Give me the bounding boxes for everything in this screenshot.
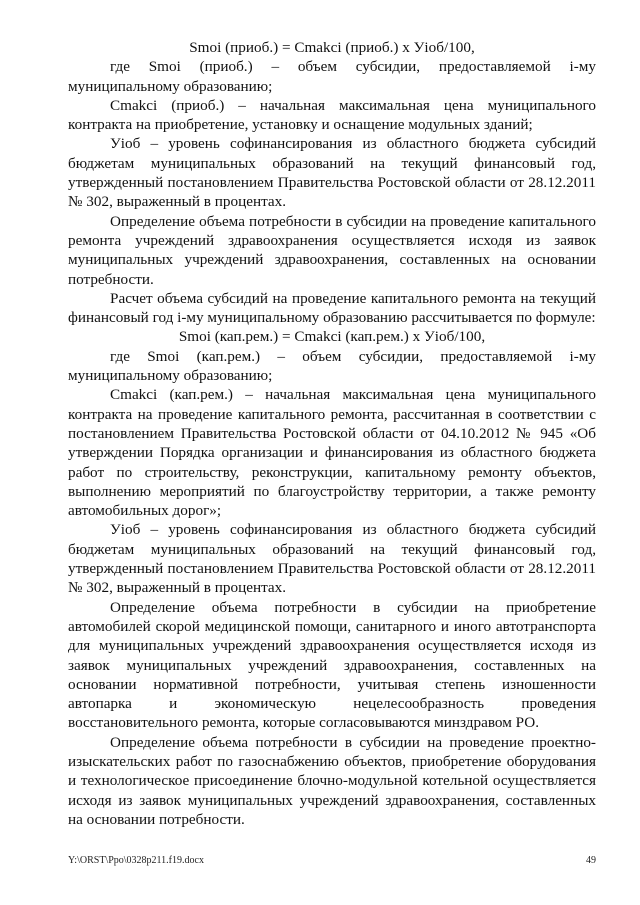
formula-purchase: Smoi (приоб.) = Cmakci (приоб.) х Уioб/100, [189, 39, 475, 56]
paragraph: Уioб – уровень софинансирования из областного бюджета субсидий бюджетам муниципальных образований на текущий финансовый год, утвержденный постановлением Правительства Ростовской области от 28.12.2011 № 302, выраженный в процентах. [68, 135, 596, 211]
paragraph: где Smoi (кап.рем.) – объем субсидии, предоставляемой i-му муниципальному образованию; [68, 347, 596, 385]
page-number: 49 [586, 855, 596, 866]
paragraph: Определение объема потребности в субсидии на проведение проектно-изыскательских работ по газоснабжению объектов, приобретение оборудования и технологическое присоединение блочно-модульной котельной осуществляется исходя из заявок муниципальных учреждений здравоохранения, составленных на основании потребности. [68, 733, 596, 828]
formula-repair: Smoi (кап.рем.) = Cmakci (кап.рем.) х Уioб/100, [178, 328, 486, 346]
paragraph: Определение объема потребности в субсидии на приобретение автомобилей скорой медицинской помощи, санитарного и иного автотранспорта для муниципальных учреждений здравоохранения осуществляется исходя из заявок муниципальных учреждений здравоохранения, составленных на основании нормативной потребности, учитывая степень изношенности автопарка и экономическую нецелесообразность проведения восстановительного ремонта, которые согласовываются минздравом РО. [68, 598, 596, 732]
paragraph: Уioб – уровень софинансирования из областного бюджета субсидий бюджетам муниципальных образований на текущий финансовый год, утвержденный постановлением Правительства Ростовской области от 28.12.2011 № 302, выраженный в процентах. [68, 521, 596, 597]
document-body [68, 38, 596, 829]
paragraph: Расчет объема субсидий на проведение капитального ремонта на текущий финансовый год i-му муниципальному образованию рассчитывается по формуле: [68, 289, 596, 327]
paragraph: Определение объема потребности в субсидии на проведение капитального ремонта учреждений здравоохранения осуществляется исходя из заявок муниципальных учреждений здравоохранения, составленных на основании потребности. [68, 212, 596, 288]
paragraph: Cmakci (приоб.) – начальная максимальная цена муниципального контракта на приобретение, установку и оснащение модульных зданий; [68, 96, 596, 134]
footer-file-path: Y:\ORST\Ppo\0328p211.f19.docx [68, 855, 204, 866]
paragraph: где Smoi (приоб.) – объем субсидии, предоставляемой i-му муниципальному образованию; [68, 58, 596, 95]
paragraph: Cmakci (кап.рем.) – начальная максимальная цена муниципального контракта на проведение капитального ремонта, рассчитанная в соответствии с постановлением Правительства Ростовской области от 04.10.2012 № 945 «Об утверждении Порядка организации и финансирования из областного бюджета работ по строительству, реконструкции, капитальному ремонту объектов, выполнению мероприятий по благоустройству территории, а также ремонту автомобильных дорог»; [68, 386, 596, 520]
